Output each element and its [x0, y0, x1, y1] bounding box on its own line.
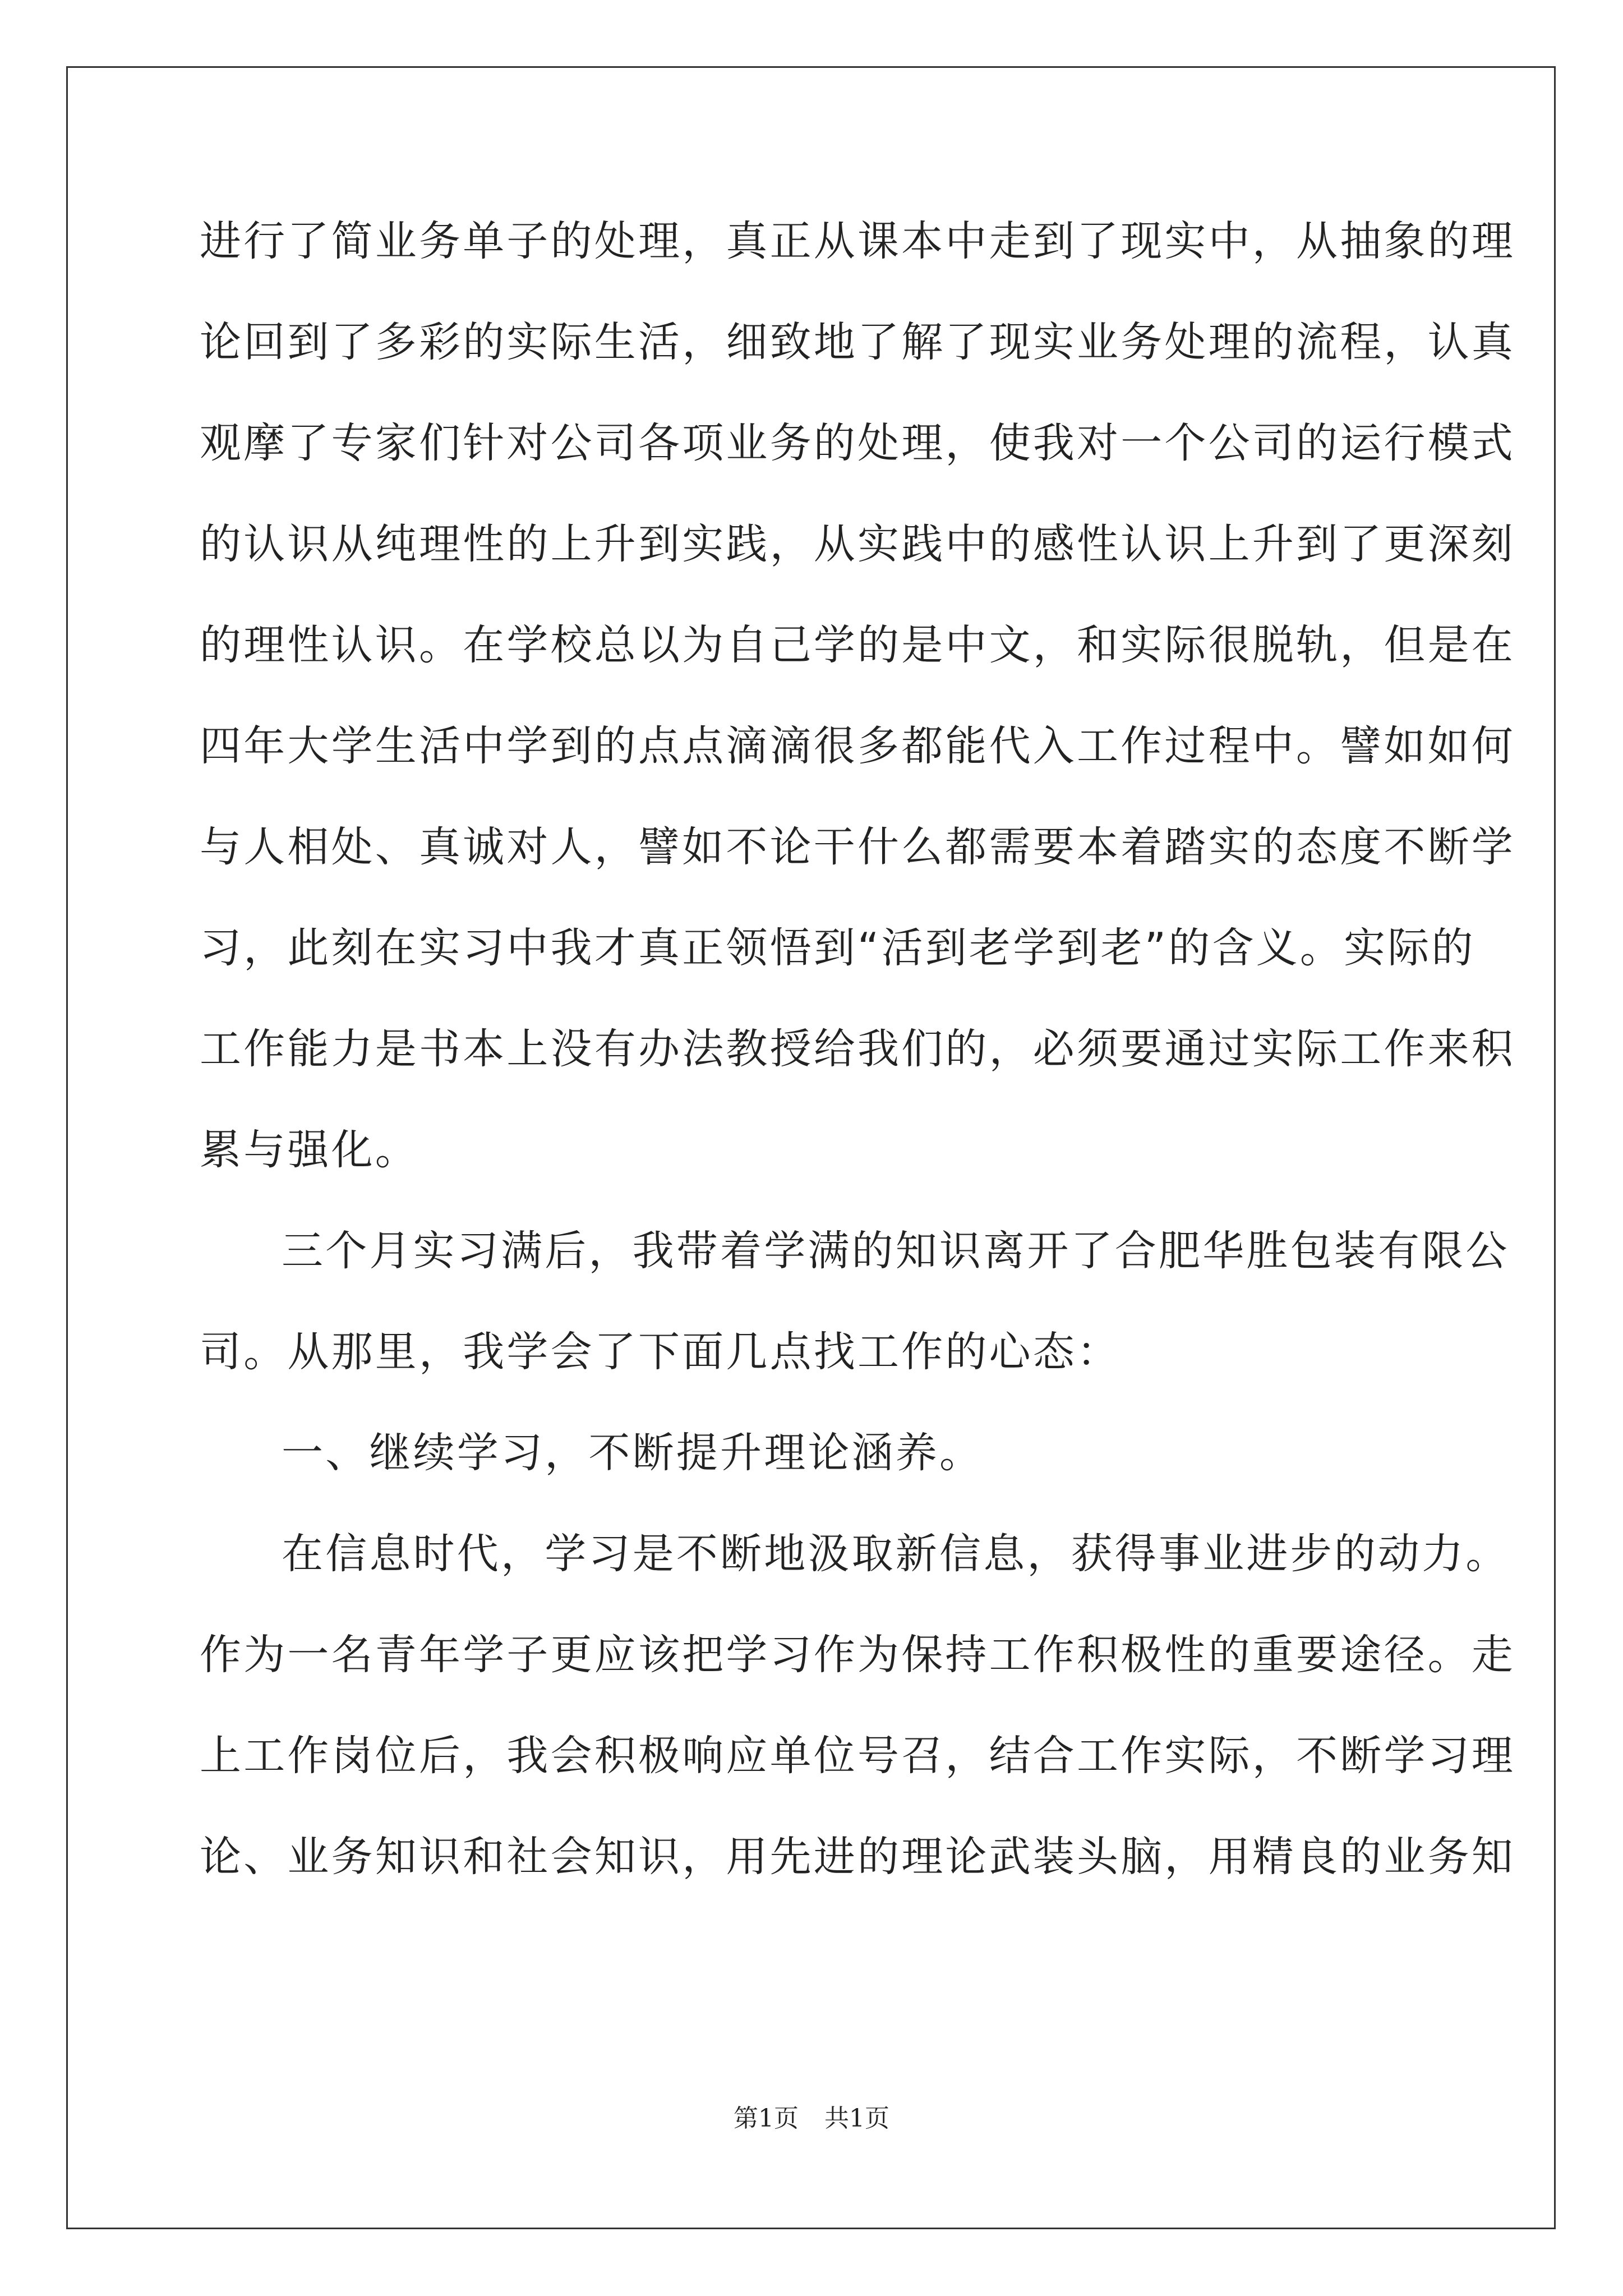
body-line: 的理性认识。在学校总以为自己学的是中文，和实际很脱轨，但是在: [200, 621, 1515, 669]
body-line: 与人相处、真诚对人，譬如不论干什么都需要本着踏实的态度不断学: [200, 823, 1515, 871]
page-footer: [0, 2098, 1623, 2134]
body-line: 进行了简业务单子的处理，真正从课本中走到了现实中，从抽象的理: [200, 217, 1515, 265]
body-line: 观摩了专家们针对公司各项业务的处理，使我对一个公司的运行模式: [200, 419, 1515, 467]
body-line: 习，此刻在实习中我才真正领悟到“活到老学到老”的含义。实际的: [200, 924, 1476, 972]
section-heading: 一、继续学习，不断提升理论涵养。: [282, 1429, 984, 1477]
body-line: 论回到了多彩的实际生活，细致地了解了现实业务处理的流程，认真: [200, 318, 1515, 366]
body-line: 三个月实习满后，我带着学满的知识离开了合肥华胜包装有限公: [282, 1227, 1510, 1275]
body-line: 累与强化。: [200, 1126, 419, 1174]
body-line: 论、业务知识和社会知识，用先进的理论武装头脑，用精良的业务知: [200, 1833, 1515, 1881]
body-line: 工作能力是书本上没有办法教授给我们的，必须要通过实际工作来积: [200, 1025, 1515, 1073]
body-line: 上工作岗位后，我会积极响应单位号召，结合工作实际，不断学习理: [200, 1732, 1515, 1780]
body-line: 四年大学生活中学到的点点滴滴很多都能代入工作过程中。譬如如何: [200, 722, 1515, 770]
body-line: 在信息时代，学习是不断地汲取新信息，获得事业进步的动力。: [282, 1530, 1510, 1578]
page-number: 第1页: [734, 2104, 799, 2133]
page-total: 共1页: [824, 2104, 889, 2133]
body-line: 司。从那里，我学会了下面几点找工作的心态：: [200, 1328, 1121, 1376]
body-line: 作为一名青年学子更应该把学习作为保持工作积极性的重要途径。走: [200, 1631, 1515, 1679]
body-line: 的认识从纯理性的上升到实践，从实践中的感性认识上升到了更深刻: [200, 520, 1515, 568]
